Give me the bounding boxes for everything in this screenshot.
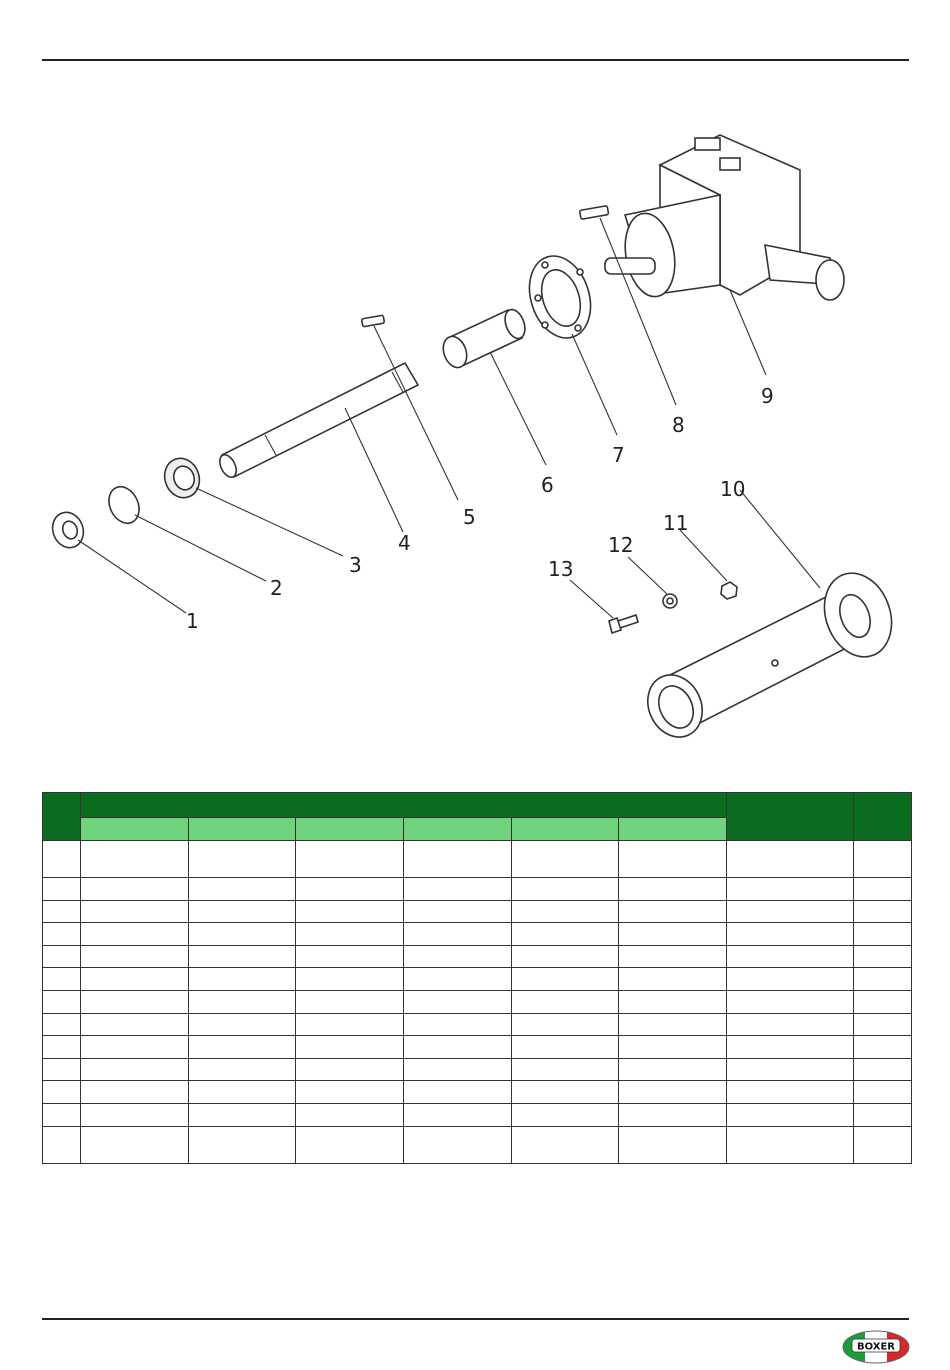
table-cell bbox=[189, 1126, 296, 1163]
table-cell bbox=[727, 990, 854, 1013]
table-cell bbox=[727, 1103, 854, 1126]
part-washer bbox=[48, 508, 89, 552]
table-cell bbox=[296, 1081, 404, 1104]
table-cell bbox=[296, 968, 404, 991]
table-cell bbox=[189, 841, 296, 878]
subheader-1 bbox=[81, 818, 189, 841]
exploded-parts-diagram bbox=[0, 110, 950, 750]
table-cell bbox=[619, 1126, 727, 1163]
table-cell bbox=[189, 945, 296, 968]
subheader-4 bbox=[404, 818, 512, 841]
table-cell bbox=[81, 1036, 189, 1059]
table-cell bbox=[512, 1013, 619, 1036]
table-row bbox=[43, 878, 912, 901]
bottom-rule bbox=[42, 1318, 909, 1320]
table-cell bbox=[296, 841, 404, 878]
table-cell bbox=[512, 945, 619, 968]
table-cell bbox=[189, 900, 296, 923]
table-cell bbox=[854, 1081, 912, 1104]
top-rule bbox=[42, 59, 909, 61]
table-cell bbox=[296, 1103, 404, 1126]
table-row bbox=[43, 1058, 912, 1081]
table-cell bbox=[43, 1126, 81, 1163]
table-cell bbox=[43, 1081, 81, 1104]
table-cell bbox=[512, 1036, 619, 1059]
table-cell bbox=[512, 841, 619, 878]
table-row bbox=[43, 841, 912, 878]
callout-7: 7 bbox=[612, 443, 625, 467]
part-bolt bbox=[609, 615, 638, 633]
callout-11: 11 bbox=[663, 511, 689, 535]
part-key-small bbox=[361, 315, 384, 327]
part-sleeve bbox=[439, 307, 528, 371]
table-cell bbox=[727, 878, 854, 901]
table-row bbox=[43, 1081, 912, 1104]
table-cell bbox=[43, 1058, 81, 1081]
table-row bbox=[43, 968, 912, 991]
table-cell bbox=[619, 990, 727, 1013]
table-cell bbox=[727, 1126, 854, 1163]
table-cell bbox=[727, 1036, 854, 1059]
table-cell bbox=[727, 968, 854, 991]
table-cell bbox=[404, 1013, 512, 1036]
table-cell bbox=[81, 1058, 189, 1081]
callout-12: 12 bbox=[608, 533, 634, 557]
table-cell bbox=[81, 1081, 189, 1104]
table-cell bbox=[404, 900, 512, 923]
table-cell bbox=[43, 841, 81, 878]
table-cell bbox=[512, 923, 619, 946]
table-cell bbox=[296, 945, 404, 968]
table-cell bbox=[404, 1058, 512, 1081]
callouts bbox=[186, 384, 774, 633]
table-cell bbox=[854, 1058, 912, 1081]
table-cell bbox=[854, 1103, 912, 1126]
table-cell bbox=[727, 841, 854, 878]
table-cell bbox=[854, 923, 912, 946]
subheader-5 bbox=[512, 818, 619, 841]
table-cell bbox=[854, 878, 912, 901]
table-cell bbox=[296, 1036, 404, 1059]
subheader-3 bbox=[296, 818, 404, 841]
callout-4: 4 bbox=[398, 531, 411, 555]
table-cell bbox=[43, 900, 81, 923]
table-cell bbox=[512, 1081, 619, 1104]
table-cell bbox=[81, 968, 189, 991]
table-cell bbox=[404, 923, 512, 946]
table-cell bbox=[854, 1126, 912, 1163]
table-cell bbox=[854, 900, 912, 923]
table-cell bbox=[296, 1013, 404, 1036]
table-cell bbox=[189, 923, 296, 946]
table-cell bbox=[43, 968, 81, 991]
table-cell bbox=[189, 990, 296, 1013]
table-cell bbox=[619, 945, 727, 968]
table-cell bbox=[619, 923, 727, 946]
table-cell bbox=[727, 900, 854, 923]
table-cell bbox=[404, 1081, 512, 1104]
table-cell bbox=[189, 1081, 296, 1104]
header-position bbox=[43, 793, 81, 841]
table-cell bbox=[189, 1036, 296, 1059]
table-cell bbox=[189, 1013, 296, 1036]
table-cell bbox=[854, 968, 912, 991]
table-cell bbox=[189, 1103, 296, 1126]
table-row bbox=[43, 990, 912, 1013]
table-cell bbox=[854, 1036, 912, 1059]
table-cell bbox=[512, 1058, 619, 1081]
table-cell bbox=[619, 878, 727, 901]
table-cell bbox=[619, 1058, 727, 1081]
table-cell bbox=[727, 923, 854, 946]
table-cell bbox=[81, 945, 189, 968]
table-row bbox=[43, 1013, 912, 1036]
table-row bbox=[43, 900, 912, 923]
table-cell bbox=[43, 945, 81, 968]
table-cell bbox=[619, 1103, 727, 1126]
table-cell bbox=[43, 923, 81, 946]
table-cell bbox=[854, 1013, 912, 1036]
callout-9: 9 bbox=[761, 384, 774, 408]
callout-13: 13 bbox=[548, 557, 574, 581]
table-cell bbox=[854, 841, 912, 878]
table-cell bbox=[619, 1081, 727, 1104]
table-cell bbox=[619, 841, 727, 878]
part-circlip bbox=[103, 482, 144, 528]
part-gasket bbox=[519, 248, 600, 346]
parts-table bbox=[42, 792, 912, 1164]
callout-2: 2 bbox=[270, 576, 283, 600]
table-cell bbox=[727, 1058, 854, 1081]
boxer-logo bbox=[842, 1330, 910, 1364]
part-shaft bbox=[216, 363, 418, 480]
table-cell bbox=[43, 1103, 81, 1126]
table-cell bbox=[619, 968, 727, 991]
table-cell bbox=[296, 1126, 404, 1163]
table-cell bbox=[81, 878, 189, 901]
parts-table-body bbox=[43, 841, 912, 1164]
table-cell bbox=[81, 1103, 189, 1126]
table-cell bbox=[512, 968, 619, 991]
table-cell bbox=[404, 1126, 512, 1163]
table-cell bbox=[296, 900, 404, 923]
table-row bbox=[43, 1036, 912, 1059]
table-cell bbox=[512, 1126, 619, 1163]
table-cell bbox=[189, 968, 296, 991]
table-row bbox=[43, 1103, 912, 1126]
table-cell bbox=[296, 990, 404, 1013]
table-cell bbox=[81, 841, 189, 878]
subheader-2 bbox=[189, 818, 296, 841]
subheader-6 bbox=[619, 818, 727, 841]
table-cell bbox=[81, 1126, 189, 1163]
table-cell bbox=[619, 1036, 727, 1059]
table-cell bbox=[854, 945, 912, 968]
callout-5: 5 bbox=[463, 505, 476, 529]
callout-6: 6 bbox=[541, 473, 554, 497]
header-group bbox=[81, 793, 727, 818]
table-cell bbox=[404, 990, 512, 1013]
table-cell bbox=[43, 990, 81, 1013]
table-cell bbox=[296, 923, 404, 946]
table-cell bbox=[81, 923, 189, 946]
table-cell bbox=[43, 1036, 81, 1059]
table-cell bbox=[296, 878, 404, 901]
table-cell bbox=[727, 1081, 854, 1104]
callout-1: 1 bbox=[186, 609, 199, 633]
table-cell bbox=[404, 945, 512, 968]
table-cell bbox=[619, 1013, 727, 1036]
table-row bbox=[43, 945, 912, 968]
header-quantity bbox=[854, 793, 912, 841]
table-cell bbox=[727, 945, 854, 968]
table-cell bbox=[43, 878, 81, 901]
table-cell bbox=[81, 900, 189, 923]
svg-text:BOXER: BOXER bbox=[856, 1341, 896, 1353]
part-bearing bbox=[159, 453, 205, 502]
table-row bbox=[43, 1126, 912, 1163]
table-cell bbox=[81, 990, 189, 1013]
table-cell bbox=[189, 1058, 296, 1081]
table-cell bbox=[404, 841, 512, 878]
table-cell bbox=[404, 1103, 512, 1126]
table-cell bbox=[854, 990, 912, 1013]
part-tube bbox=[638, 564, 903, 746]
table-cell bbox=[512, 878, 619, 901]
callout-8: 8 bbox=[672, 413, 685, 437]
table-cell bbox=[512, 990, 619, 1013]
table-cell bbox=[512, 1103, 619, 1126]
callout-10: 10 bbox=[720, 477, 746, 501]
table-cell bbox=[404, 968, 512, 991]
part-nut bbox=[721, 582, 737, 599]
table-cell bbox=[619, 900, 727, 923]
table-row bbox=[43, 923, 912, 946]
part-gearbox bbox=[605, 135, 844, 301]
table-cell bbox=[81, 1013, 189, 1036]
table-cell bbox=[189, 878, 296, 901]
table-cell bbox=[404, 878, 512, 901]
header-description bbox=[727, 793, 854, 841]
table-cell bbox=[43, 1013, 81, 1036]
table-cell bbox=[727, 1013, 854, 1036]
callout-3: 3 bbox=[349, 553, 362, 577]
table-cell bbox=[404, 1036, 512, 1059]
table-cell bbox=[296, 1058, 404, 1081]
part-key-large bbox=[580, 206, 609, 220]
part-lock-washer bbox=[663, 594, 677, 608]
table-cell bbox=[512, 900, 619, 923]
